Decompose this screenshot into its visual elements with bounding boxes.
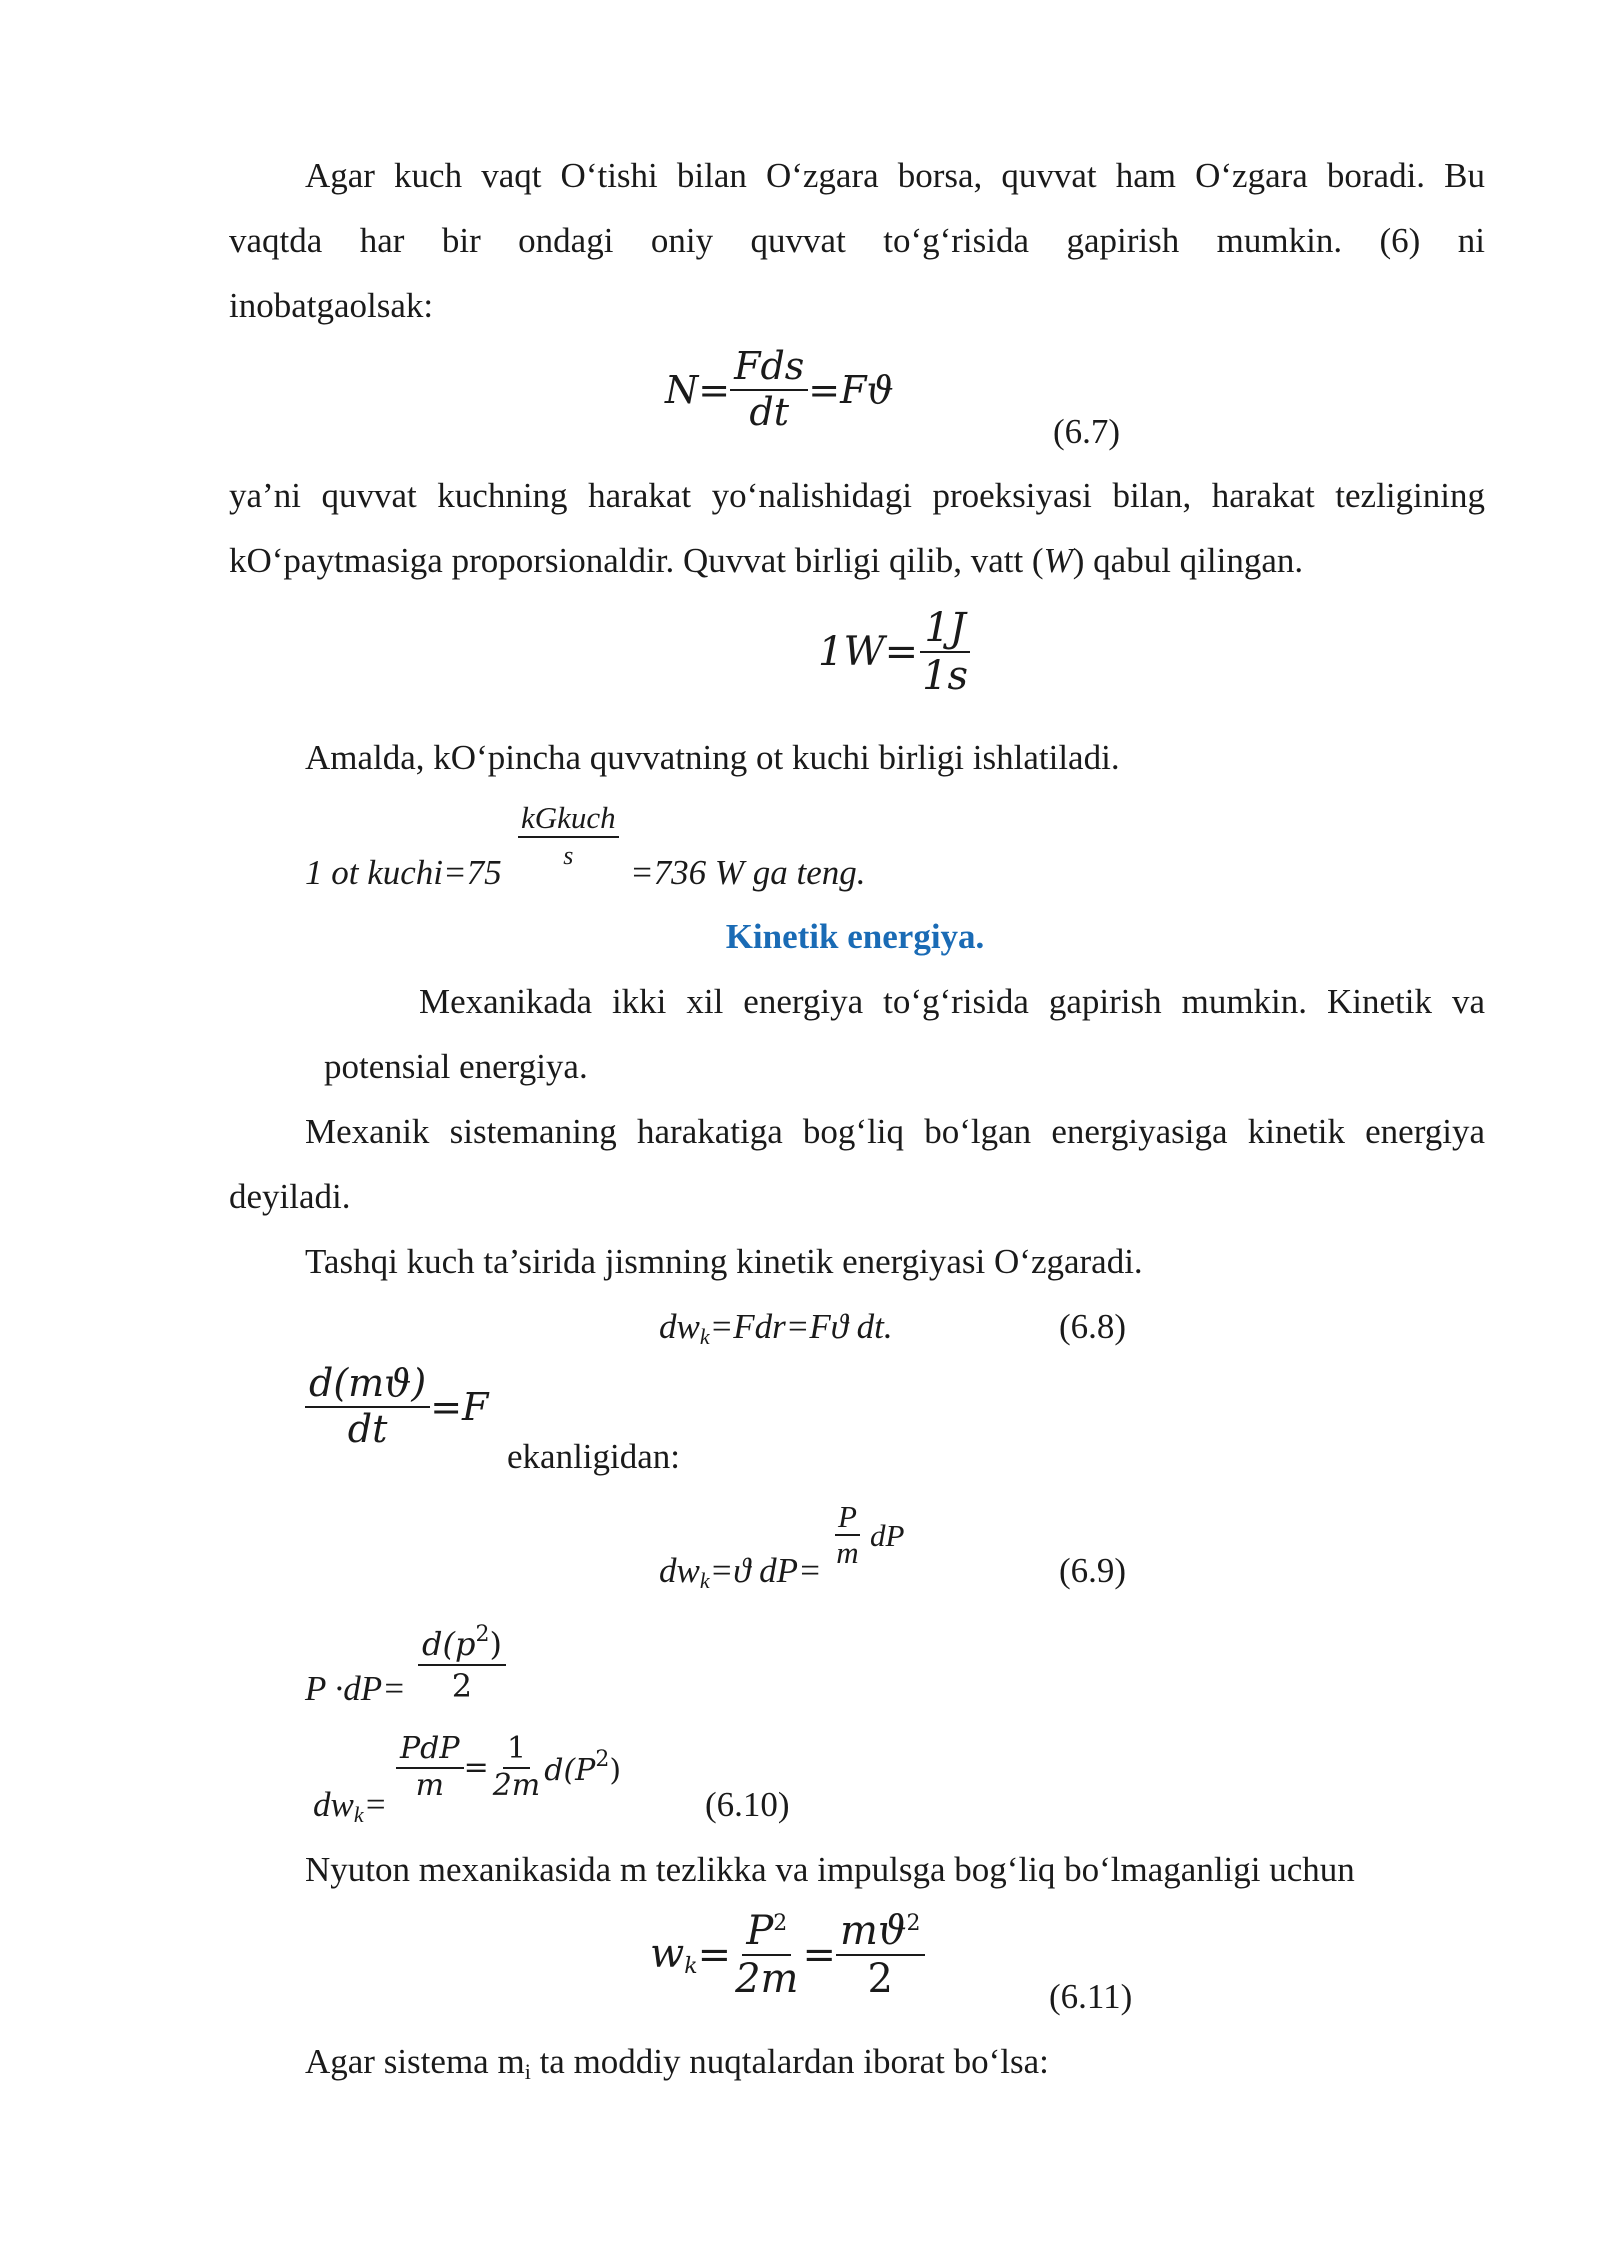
eq611-w-base: w [650, 1931, 685, 1977]
equation-6-9-lhs [659, 1538, 822, 1613]
eq610-numerator-2: 1 [503, 1732, 530, 1769]
eq611-num2-base: mϑ [840, 1908, 907, 1954]
paragraph-5-line-1: Mexanik sistemaning harakatiga bog‘liq bo‘lgan energiyasiga kinetik energiya [305, 1112, 1485, 1151]
eq67-equals: = [698, 367, 731, 412]
paragraph-4-line-1: Mexanikada ikki xil energiya to‘g‘risida gapirish mumkin. Kinetik va [419, 982, 1485, 1021]
paragraph-1-line-3: inobatgaolsak: [229, 286, 434, 325]
eq611-numerator-1 [742, 1908, 791, 1956]
paragraph-7: Nyuton mexanikasida m tezlikka va impulsga bog‘liq bo‘lmaganligi uchun [305, 1850, 1355, 1889]
eq611-denominator-2: 2 [867, 1956, 893, 2002]
watt-equals: = [884, 629, 919, 675]
unit-watt: W [1043, 541, 1073, 580]
eq69-dw: dw [659, 1551, 700, 1590]
ot-kuchi-after: =736 W ga teng. [630, 853, 866, 892]
eq610-equals-2: = [463, 1750, 489, 1785]
equation-6-7 [665, 345, 894, 434]
eq69-subscript: k [699, 1568, 710, 1593]
eq69-fraction [835, 1500, 860, 1570]
eq610-tail-close: ) [609, 1753, 622, 1788]
paragraph-6: Tashqi kuch ta’sirida jismning kinetik energiyasi O‘zgaradi. [305, 1242, 1143, 1281]
paragraph-3: Amalda, kO‘pincha quvvatning ot kuchi birligi ishlatiladi. [305, 738, 1120, 777]
eq611-numerator-2 [836, 1908, 925, 1956]
eq611-equals-2: = [802, 1932, 837, 1978]
eq611-w [650, 1931, 698, 1979]
equation-6-11 [650, 1908, 925, 2002]
ot-kuchi-fraction [518, 800, 619, 874]
pdp-lhs: P ·dP= [305, 1669, 406, 1708]
equation-label-6-9: (6.9) [1059, 1551, 1127, 1590]
pdp-num-close: ) [489, 1625, 502, 1663]
pdp-fraction [418, 1615, 506, 1706]
eq610-subscript: k [353, 1802, 364, 1827]
eq67-rhs: Fϑ [840, 367, 894, 412]
eq69-denominator: m [836, 1535, 859, 1570]
paragraph-2-line-1: ya’ni quvvat kuchning harakat yo‘nalishidagi proeksiyasi bilan, harakat tezligining [229, 476, 1485, 515]
equation-label-6-7: (6.7) [1053, 412, 1121, 451]
p8-subscript: i [524, 2059, 531, 2084]
eq69-numerator: P [835, 1500, 860, 1536]
watt-numerator: 1J [920, 605, 969, 653]
eq610-tail-base: d(P [544, 1753, 596, 1788]
eq611-equals-1: = [697, 1932, 732, 1978]
eq610-equals: = [363, 1785, 388, 1824]
eq610-tail-exp: 2 [595, 1747, 610, 1772]
momentum-denominator: dt [347, 1406, 388, 1451]
eq611-num1-base: P [746, 1908, 774, 1954]
eq610-fraction-1 [396, 1732, 464, 1803]
equation-label-6-8: (6.8) [1059, 1307, 1127, 1346]
eq68-subscript: k [699, 1324, 710, 1349]
equation-6-10-lhs [313, 1772, 387, 1847]
paragraph-1-line-1: Agar kuch vaqt O‘tishi bilan O‘zgara borsa, quvvat ham O‘zgara boradi. Bu [305, 156, 1485, 195]
eq610-denominator-1: m [415, 1767, 445, 1803]
equation-momentum [305, 1362, 488, 1451]
equation-6-10-rhs [396, 1732, 621, 1803]
eq67-lhs: N [665, 367, 699, 412]
ot-kuchi-before: 1 ot kuchi=75 [305, 853, 502, 892]
p2-text-after: ) qabul qilingan. [1072, 541, 1304, 580]
eq68-rest: =Fdr=Fϑ dt. [709, 1307, 893, 1346]
eq610-fraction-2 [489, 1732, 545, 1803]
paragraph-5-line-2: deyiladi. [229, 1177, 351, 1216]
section-heading: Kinetik energiya. [725, 917, 985, 956]
pdp-numerator [418, 1615, 506, 1666]
eq67-fraction [730, 345, 808, 434]
paragraph-2-line-2 [229, 528, 1303, 593]
equation-6-8 [659, 1294, 893, 1369]
eq611-num1-exp: 2 [773, 1911, 788, 1936]
eq611-denominator-1: 2m [735, 1956, 799, 2002]
p2-text-before: kO‘paytmasiga proporsionaldir. Quvvat birligi qilib, vatt ( [229, 541, 1044, 580]
p8-before: Agar sistema m [305, 2042, 525, 2081]
eq69-after: dP [870, 1518, 905, 1553]
eq67-denominator: dt [749, 389, 789, 434]
equation-watt [818, 605, 972, 699]
equation-label-6-10: (6.10) [705, 1785, 790, 1824]
ekanligidan-text: ekanligidan: [507, 1437, 681, 1476]
eq610-numerator-1: PdP [396, 1732, 464, 1769]
ot-kuchi-denominator: s [563, 841, 574, 870]
eq69-mid: =ϑ dP= [709, 1551, 822, 1590]
momentum-rhs: =F [430, 1384, 489, 1429]
watt-denominator: 1s [922, 653, 969, 699]
pdp-num-base: d(p [422, 1625, 476, 1663]
eq68-dw: dw [659, 1307, 700, 1346]
watt-fraction [918, 605, 972, 699]
equation-label-6-11: (6.11) [1049, 1977, 1133, 2016]
eq611-fraction-2 [836, 1908, 925, 2002]
eq67-equals-2: = [808, 367, 841, 412]
paragraph-4-line-2: potensial energiya. [324, 1047, 588, 1086]
eq610-dw: dw [313, 1785, 354, 1824]
momentum-fraction [305, 1362, 430, 1451]
pdp-num-exp: 2 [475, 1622, 490, 1647]
eq611-fraction-1 [731, 1908, 802, 2002]
eq611-num2-exp: 2 [906, 1911, 921, 1936]
paragraph-1-line-2: vaqtda har bir ondagi oniy quvvat to‘g‘risida gapirish mumkin. (6) ni [229, 221, 1485, 260]
watt-lhs: 1W [818, 629, 885, 675]
eq610-tail [544, 1747, 621, 1788]
ot-kuchi-numerator: kGkuch [518, 800, 619, 838]
pdp-denominator: 2 [451, 1667, 473, 1705]
eq67-numerator: Fds [730, 345, 808, 391]
paragraph-8 [305, 2029, 1049, 2104]
eq611-subscript: k [684, 1954, 698, 1979]
eq610-denominator-2: 2m [492, 1767, 541, 1803]
momentum-numerator: d(mϑ) [305, 1362, 430, 1408]
p8-after: ta moddiy nuqtalardan iborat bo‘lsa: [530, 2042, 1049, 2081]
